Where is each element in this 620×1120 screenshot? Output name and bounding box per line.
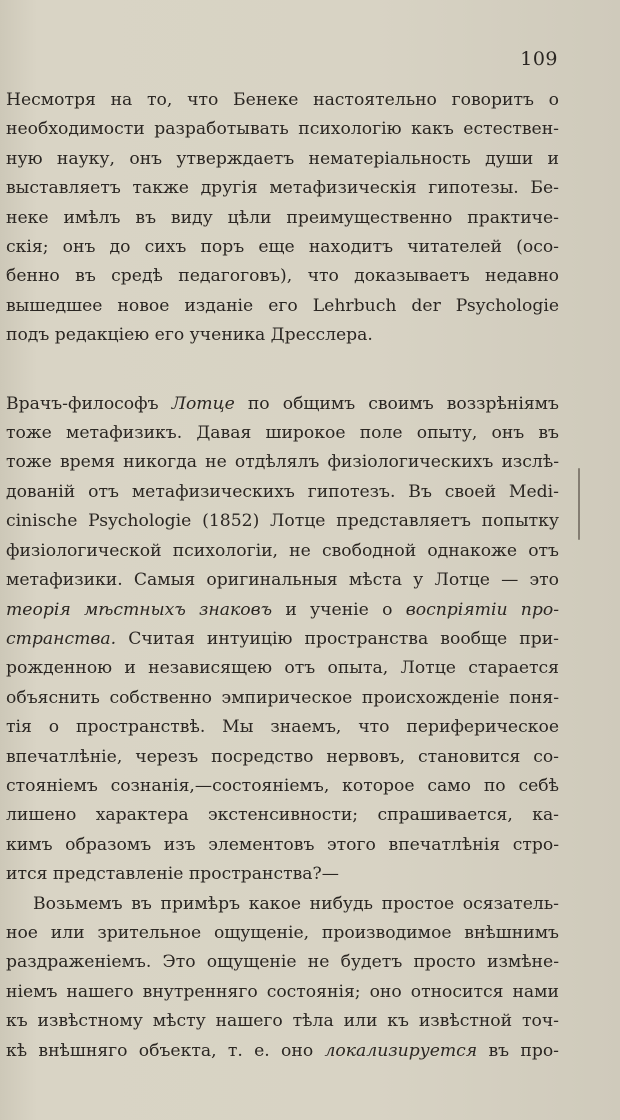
text-line: cinische Psychologie (1852) Лотце представляетъ попытку — [6, 511, 559, 532]
page-body — [6, 86, 559, 1066]
text-line: рожденною и независящею отъ опыта, Лотце старается — [6, 658, 559, 679]
text-line: вышедшее новое изданіе его Lehrbuch der Psychologie — [6, 295, 559, 316]
text-line: раздраженіемъ. Это ощущеніе не будетъ просто измѣне- — [6, 952, 559, 973]
text-line: скія; онъ до сихъ поръ еще находитъ читателей (осо- — [6, 237, 559, 258]
text-line: ніемъ нашего внутренняго состоянія; оно относится нами — [6, 981, 559, 1002]
text-line: метафизики. Самыя оригинальныя мѣста у Лотце — это — [6, 570, 559, 591]
text-line: тія о пространствѣ. Мы знаемъ, что периферическое — [6, 717, 559, 738]
text-line: необходимости разработывать психологію какъ естествен- — [6, 119, 559, 140]
text-line: объяснить собственно эмпирическое происхожденіе поня- — [6, 687, 559, 708]
text-line: кѣ внѣшняго объекта, т. е. оно локализируется въ про- — [6, 1040, 559, 1061]
text-line: стояніемъ сознанія,—состояніемъ, которое само по себѣ — [6, 775, 559, 796]
margin-pencil-mark — [578, 468, 580, 540]
text-line: неке имѣлъ въ виду цѣли преимущественно практиче- — [6, 207, 559, 228]
text-line: тоже время никогда не отдѣлялъ физіологическихъ изслѣ- — [6, 452, 559, 473]
italic-term: локализируется — [324, 1040, 478, 1061]
text-line: тоже метафизикъ. Давая широкое поле опыту, онъ въ — [6, 423, 559, 444]
italic-term: теорія мѣстныхъ знаковъ — [6, 599, 273, 620]
paragraph-beneke — [6, 86, 559, 351]
text-line: кимъ образомъ изъ элементовъ этого впечатлѣнія стро- — [6, 834, 559, 855]
page-number: 109 — [520, 48, 558, 70]
text-line: физіологической психологіи, не свободной однакоже отъ — [6, 540, 559, 561]
italic-term: странства. — [6, 628, 117, 649]
text-line: къ извѣстному мѣсту нашего тѣла или къ извѣстной точ- — [6, 1011, 559, 1032]
italic-name-lotze: Лотце — [171, 393, 235, 414]
text-line: Несмотря на то, что Бенеке настоятельно говоритъ о — [6, 90, 559, 110]
text-line: бенно въ средѣ педагоговъ), что доказываетъ недавно — [6, 266, 559, 287]
paragraph-example — [6, 890, 559, 1066]
text-line: ное или зрительное ощущеніе, производимое внѣшнимъ — [6, 922, 559, 943]
text-line: подъ редакціею его ученика Дресслера. — [6, 325, 373, 346]
text-line: лишено характера экстенсивности; спрашивается, ка- — [6, 805, 559, 826]
text-line: странства. Считая интуицію пространства вообще при- — [6, 628, 559, 649]
italic-term: воспріятіи про- — [405, 599, 560, 620]
text-line: Возьмемъ въ примѣръ какое нибудь простое осязатель- — [33, 893, 559, 914]
paragraph-lotze — [6, 390, 559, 890]
text-line: ится представленіе пространства?— — [6, 864, 339, 885]
text-line: выставляетъ также другія метафизическія гипотезы. Бе- — [6, 178, 559, 199]
text-line: дованій отъ метафизическихъ гипотезъ. Въ своей Medi- — [6, 481, 559, 502]
text-line: теорія мѣстныхъ знаковъ и ученіе о воспріятіи про- — [6, 599, 560, 620]
text-line: Врачъ-философъ Лотце по общимъ своимъ воззрѣніямъ — [6, 393, 559, 414]
text-line: впечатлѣніе, черезъ посредство нервовъ, становится со- — [6, 746, 559, 767]
text-line: ную науку, онъ утверждаетъ нематеріальность души и — [6, 148, 559, 169]
